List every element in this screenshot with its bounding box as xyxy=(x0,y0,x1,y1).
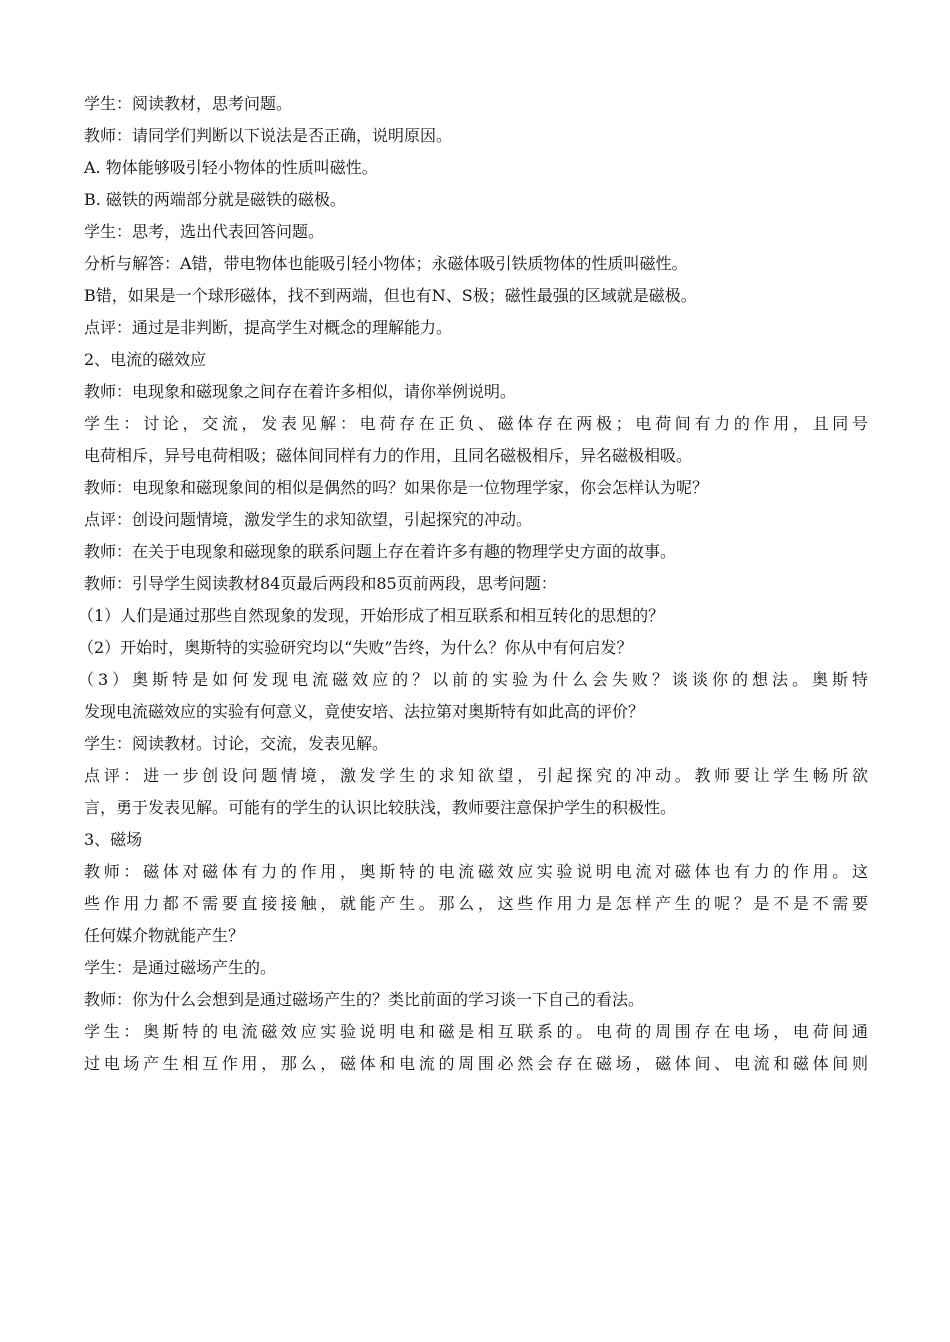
text-line: 教师：请同学们判断以下说法是否正确，说明原因。 xyxy=(84,126,453,145)
text-line: 电荷相斥，异号电荷相吸；磁体间同样有力的作用，且同名磁极相斥，异名磁极相吸。 xyxy=(84,446,693,465)
text-line: 教师：你为什么会想到是通过磁场产生的？类比前面的学习谈一下自己的看法。 xyxy=(84,990,645,1009)
text-line: 些作用力都不需要直接接触，就能产生。那么，这些作用力是怎样产生的呢？是不是不需要 xyxy=(84,894,868,913)
text-line: 点评：通过是非判断，提高学生对概念的理解能力。 xyxy=(84,318,453,337)
text-line: 分析与解答：A错，带电物体也能吸引轻小物体；永磁体吸引铁质物体的性质叫磁性。 xyxy=(84,254,688,273)
section-heading: 3、磁场 xyxy=(84,830,143,849)
text-line: 教师：电现象和磁现象之间存在着许多相似，请你举例说明。 xyxy=(84,382,517,401)
document-page xyxy=(78,88,868,1080)
text-line: 教师：在关于电现象和磁现象的联系问题上存在着许多有趣的物理学史方面的故事。 xyxy=(84,542,677,561)
text-line: 学生：阅读教材。讨论，交流，发表见解。 xyxy=(84,734,389,753)
question-item: （2）开始时，奥斯特的实验研究均以“失败”告终，为什么？你从中有何启发？ xyxy=(78,638,633,657)
text-line: 学生：奥斯特的电流磁效应实验说明电和磁是相互联系的。电荷的周围存在电场，电荷间通 xyxy=(84,1022,868,1041)
text-line: 学生：阅读教材，思考问题。 xyxy=(84,94,293,113)
question-item: （3）奥斯特是如何发现电流磁效应的？以前的实验为什么会失败？谈谈你的想法。奥斯特 xyxy=(78,670,868,689)
text-line: 学生：是通过磁场产生的。 xyxy=(84,958,277,977)
text-line: 过电场产生相互作用，那么，磁体和电流的周围必然会存在磁场，磁体间、电流和磁体间则 xyxy=(84,1054,868,1073)
text-line: B错，如果是一个球形磁体，找不到两端，但也有N、S极；磁性最强的区域就是磁极。 xyxy=(84,286,697,305)
text-line: 教师：引导学生阅读教材84页最后两段和85页前两段，思考问题： xyxy=(84,574,557,593)
text-line: 教师：电现象和磁现象间的相似是偶然的吗？如果你是一位物理学家，你会怎样认为呢？ xyxy=(84,478,709,497)
text-line: 学生：思考，选出代表回答问题。 xyxy=(84,222,325,241)
text-line: 发现电流磁效应的实验有何意义，竟使安培、法拉第对奥斯特有如此高的评价？ xyxy=(84,702,645,721)
text-line: 言，勇于发表见解。可能有的学生的认识比较肤浅，教师要注意保护学生的积极性。 xyxy=(84,798,677,817)
text-line: 点评：创设问题情境，激发学生的求知欲望，引起探究的冲动。 xyxy=(84,510,533,529)
question-item: （1）人们是通过那些自然现象的发现，开始形成了相互联系和相互转化的思想的？ xyxy=(78,606,665,625)
text-line: 任何媒介物就能产生？ xyxy=(84,926,245,945)
text-line: 教师：磁体对磁体有力的作用，奥斯特的电流磁效应实验说明电流对磁体也有力的作用。这 xyxy=(84,862,868,881)
text-line: A. 物体能够吸引轻小物体的性质叫磁性。 xyxy=(84,158,378,177)
text-line: 学生：讨论，交流，发表见解：电荷存在正负、磁体存在两极；电荷间有力的作用，且同号 xyxy=(84,414,868,433)
text-line: 点评：进一步创设问题情境，激发学生的求知欲望，引起探究的冲动。教师要让学生畅所欲 xyxy=(84,766,868,785)
section-heading: 2、电流的磁效应 xyxy=(84,350,207,369)
text-line: B. 磁铁的两端部分就是磁铁的磁极。 xyxy=(84,190,346,209)
